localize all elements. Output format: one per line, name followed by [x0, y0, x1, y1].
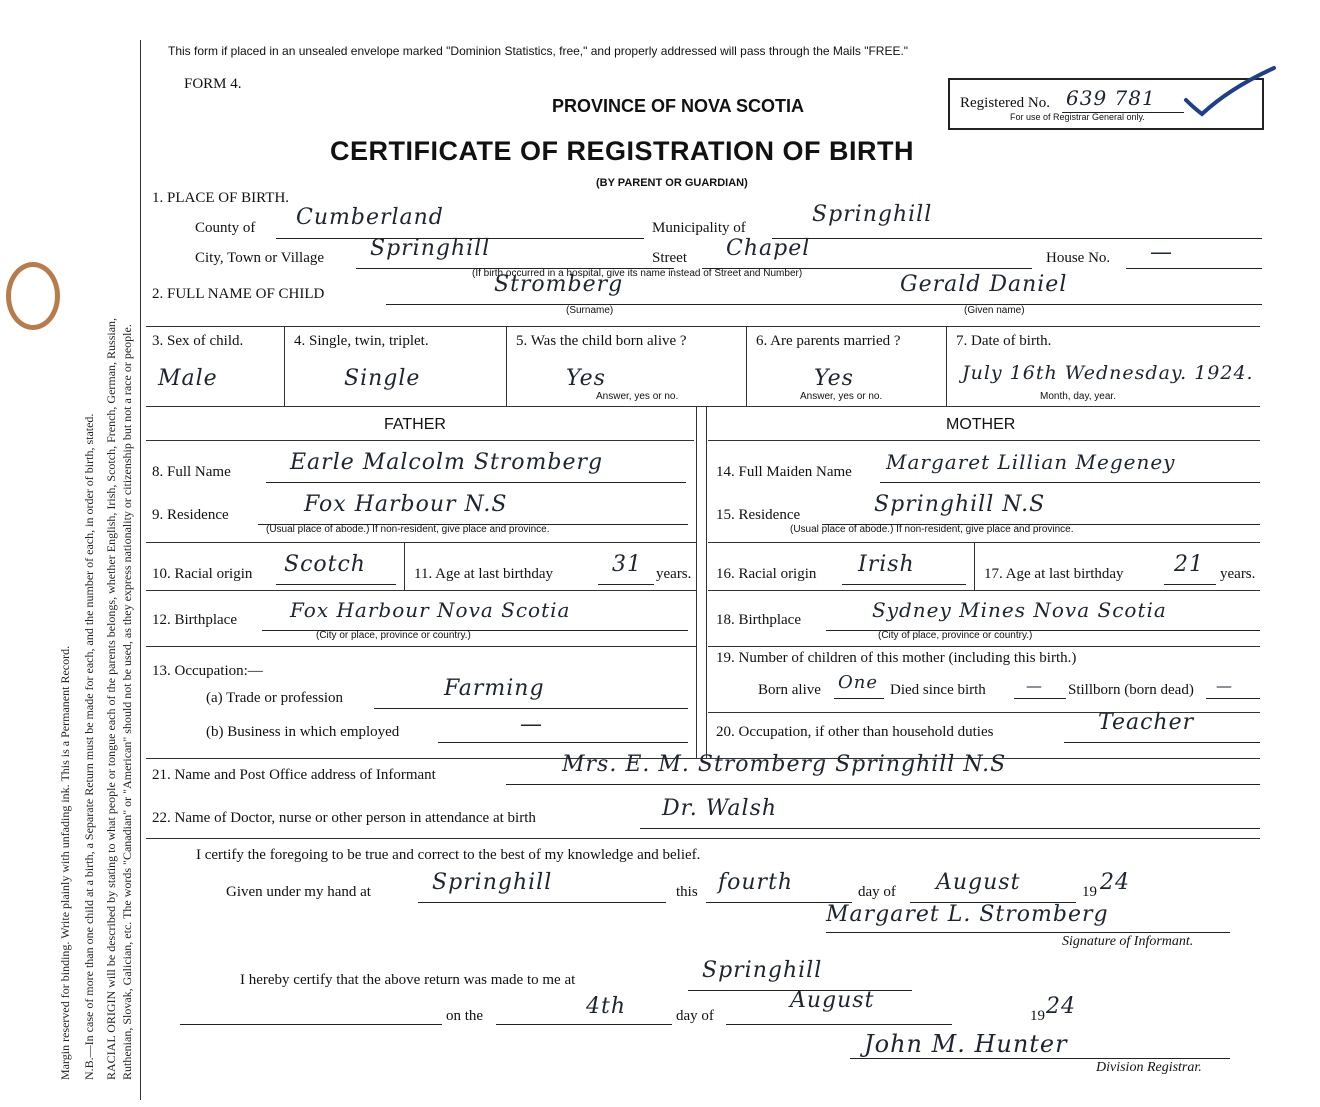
division-registrar-label: Division Registrar.: [1096, 1060, 1202, 1075]
born-alive-value: Yes: [566, 366, 606, 391]
county-label: County of: [195, 220, 256, 236]
registrar-year-prefix: 19: [1030, 1008, 1045, 1024]
date-of-birth-value: July 16th Wednesday. 1924.: [962, 362, 1254, 384]
registrar-day-value: 4th: [586, 994, 627, 1019]
informant-value: Mrs. E. M. Stromberg Springhill N.S: [562, 752, 1007, 777]
house-number-value: —: [1150, 240, 1173, 265]
registrar-general-note: For use of Registrar General only.: [1010, 112, 1145, 122]
mother-birthplace-label: 18. Birthplace: [716, 612, 801, 628]
father-birthplace-value: Fox Harbour Nova Scotia: [290, 598, 571, 622]
parents-married-note: Answer, yes or no.: [800, 391, 883, 402]
registrar-year-value: 24: [1046, 994, 1076, 1019]
child-given-name: Gerald Daniel: [900, 272, 1068, 297]
father-racial-origin-value: Scotch: [284, 552, 366, 577]
born-alive-count-label: Born alive: [758, 682, 821, 698]
stillborn-label: Stillborn (born dead): [1068, 682, 1194, 698]
registrar-day-of-label: day of: [676, 1008, 714, 1024]
father-birthplace-label: 12. Birthplace: [152, 612, 237, 628]
child-surname: Stromberg: [494, 272, 624, 297]
registered-no-value: 639 781: [1066, 86, 1156, 110]
city-label: City, Town or Village: [195, 250, 325, 266]
given-place-value: Springhill: [432, 870, 553, 895]
doctor-label: 22. Name of Doctor, nurse or other person in attendance at birth: [152, 810, 536, 826]
certify-month-value: August: [936, 870, 1021, 895]
registered-no-label: Registered No.: [960, 95, 1050, 111]
informant-signature: Margaret L. Stromberg: [826, 902, 1109, 927]
father-age-unit: years.: [656, 566, 692, 582]
registrar-on-the-label: on the: [446, 1008, 484, 1024]
father-heading: FATHER: [384, 416, 446, 433]
born-alive-count-value: One: [838, 672, 879, 693]
children-count-label: 19. Number of children of this mother (including this birth.): [716, 650, 1077, 666]
single-twin-label: 4. Single, twin, triplet.: [294, 333, 429, 349]
certificate-subtitle: (BY PARENT OR GUARDIAN): [596, 177, 748, 189]
margin-note-3: RACIAL ORIGIN will be described by stating to what people or tongue each of the parents belongs, whether English, Irish, Scotch, French, German, Russian,: [104, 317, 118, 1080]
date-of-birth-label: 7. Date of birth.: [956, 333, 1052, 349]
mother-occupation-value: Teacher: [1098, 710, 1195, 735]
mother-occupation-label: 20. Occupation, if other than household duties: [716, 724, 994, 740]
margin-note-4: Ruthenian, Slovak, Galician, etc. The words "Canadian" or "American" should not be used, as they express nationality or citizenship but not a race or people.: [120, 324, 134, 1080]
this-label: this: [676, 884, 698, 900]
binding-margin-rule: [140, 40, 141, 1100]
mother-name-label: 14. Full Maiden Name: [716, 464, 852, 480]
parents-married-value: Yes: [814, 366, 854, 391]
date-of-birth-note: Month, day, year.: [1040, 391, 1116, 402]
mail-notice: This form if placed in an unsealed envelope marked "Dominion Statistics, free," and properly addressed will pass through the Mails "FREE.": [168, 44, 909, 58]
born-alive-note: Answer, yes or no.: [596, 391, 679, 402]
given-name-note: (Given name): [964, 305, 1025, 316]
given-under-hand-label: Given under my hand at: [226, 884, 371, 900]
mother-racial-origin-label: 16. Racial origin: [716, 566, 817, 582]
trade-label: (a) Trade or profession: [206, 690, 344, 706]
stillborn-value: —: [1216, 676, 1233, 695]
informant-label: 21. Name and Post Office address of Informant: [152, 767, 436, 783]
father-racial-origin-label: 10. Racial origin: [152, 566, 253, 582]
margin-note-2: N.B.—In case of more than one child at a birth, a Separate Return must be made for each, and the number of each, in order of birth, stated.: [82, 413, 96, 1080]
informant-signature-label: Signature of Informant.: [1062, 934, 1194, 949]
certify-day-value: fourth: [718, 870, 794, 895]
checkmark-icon: [1180, 64, 1280, 124]
business-label: (b) Business in which employed: [206, 724, 400, 740]
father-age-label: 11. Age at last birthday: [414, 566, 553, 582]
hospital-note: (If birth occurred in a hospital, give its name instead of Street and Number): [472, 268, 803, 279]
born-alive-label: 5. Was the child born alive ?: [516, 333, 687, 349]
father-residence-label: 9. Residence: [152, 507, 229, 523]
street-label: Street: [652, 250, 687, 266]
mother-age-label: 17. Age at last birthday: [984, 566, 1124, 582]
mother-residence-note: (Usual place of abode.) If non-resident, give place and province.: [790, 524, 1074, 535]
certify-statement: I certify the foregoing to be true and correct to the best of my knowledge and belief.: [196, 847, 701, 863]
certify-year-value: 24: [1100, 870, 1130, 895]
city-value: Springhill: [370, 236, 491, 261]
mother-birthplace-value: Sydney Mines Nova Scotia: [872, 598, 1167, 622]
trade-value: Farming: [444, 676, 545, 701]
province-heading: PROVINCE OF NOVA SCOTIA: [552, 96, 805, 116]
certificate-title: CERTIFICATE OF REGISTRATION OF BIRTH: [330, 136, 914, 166]
house-number-label: House No.: [1046, 250, 1111, 266]
child-name-label: 2. FULL NAME OF CHILD: [152, 286, 325, 302]
surname-note: (Surname): [566, 305, 614, 316]
sex-value: Male: [158, 366, 218, 391]
form-number: FORM 4.: [184, 76, 242, 92]
sex-label: 3. Sex of child.: [152, 333, 244, 349]
mother-birthplace-note: (City of place, province or country.): [878, 630, 1033, 641]
registrar-place-value: Springhill: [702, 958, 823, 983]
mother-name-value: Margaret Lillian Megeney: [886, 450, 1176, 474]
mother-age-value: 21: [1174, 552, 1204, 577]
registrar-statement: I hereby certify that the above return was made to me at: [240, 972, 576, 988]
father-name-value: Earle Malcolm Stromberg: [290, 450, 604, 475]
certify-day-of-label: day of: [858, 884, 896, 900]
died-since-birth-label: Died since birth: [890, 682, 986, 698]
father-age-value: 31: [612, 552, 642, 577]
father-occupation-label: 13. Occupation:—: [152, 663, 263, 679]
mother-residence-label: 15. Residence: [716, 507, 801, 523]
mother-residence-value: Springhill N.S: [874, 492, 1046, 517]
father-residence-value: Fox Harbour N.S: [304, 492, 508, 517]
father-birthplace-note: (City or place, province or country.): [316, 630, 471, 641]
punch-hole-mark: [6, 262, 60, 330]
municipality-label: Municipality of: [652, 220, 746, 236]
father-residence-note: (Usual place of abode.) If non-resident, give place and province.: [266, 524, 550, 535]
registrar-signature: John M. Hunter: [864, 1030, 1068, 1058]
mother-heading: MOTHER: [946, 416, 1016, 433]
single-twin-value: Single: [344, 366, 421, 391]
doctor-value: Dr. Walsh: [662, 796, 778, 821]
margin-note-1: Margin reserved for binding. Write plainly with unfading ink. This is a Permanent Record.: [58, 645, 72, 1080]
street-value: Chapel: [726, 236, 811, 261]
place-of-birth-heading: 1. PLACE OF BIRTH.: [152, 190, 290, 206]
business-value: —: [520, 712, 543, 737]
certify-year-prefix: 19: [1082, 884, 1097, 900]
county-value: Cumberland: [296, 205, 444, 230]
mother-age-unit: years.: [1220, 566, 1256, 582]
father-name-label: 8. Full Name: [152, 464, 231, 480]
parents-married-label: 6. Are parents married ?: [756, 333, 901, 349]
registrar-month-value: August: [790, 988, 875, 1013]
municipality-value: Springhill: [812, 202, 933, 227]
mother-racial-origin-value: Irish: [858, 552, 915, 577]
died-since-birth-value: —: [1026, 676, 1043, 695]
